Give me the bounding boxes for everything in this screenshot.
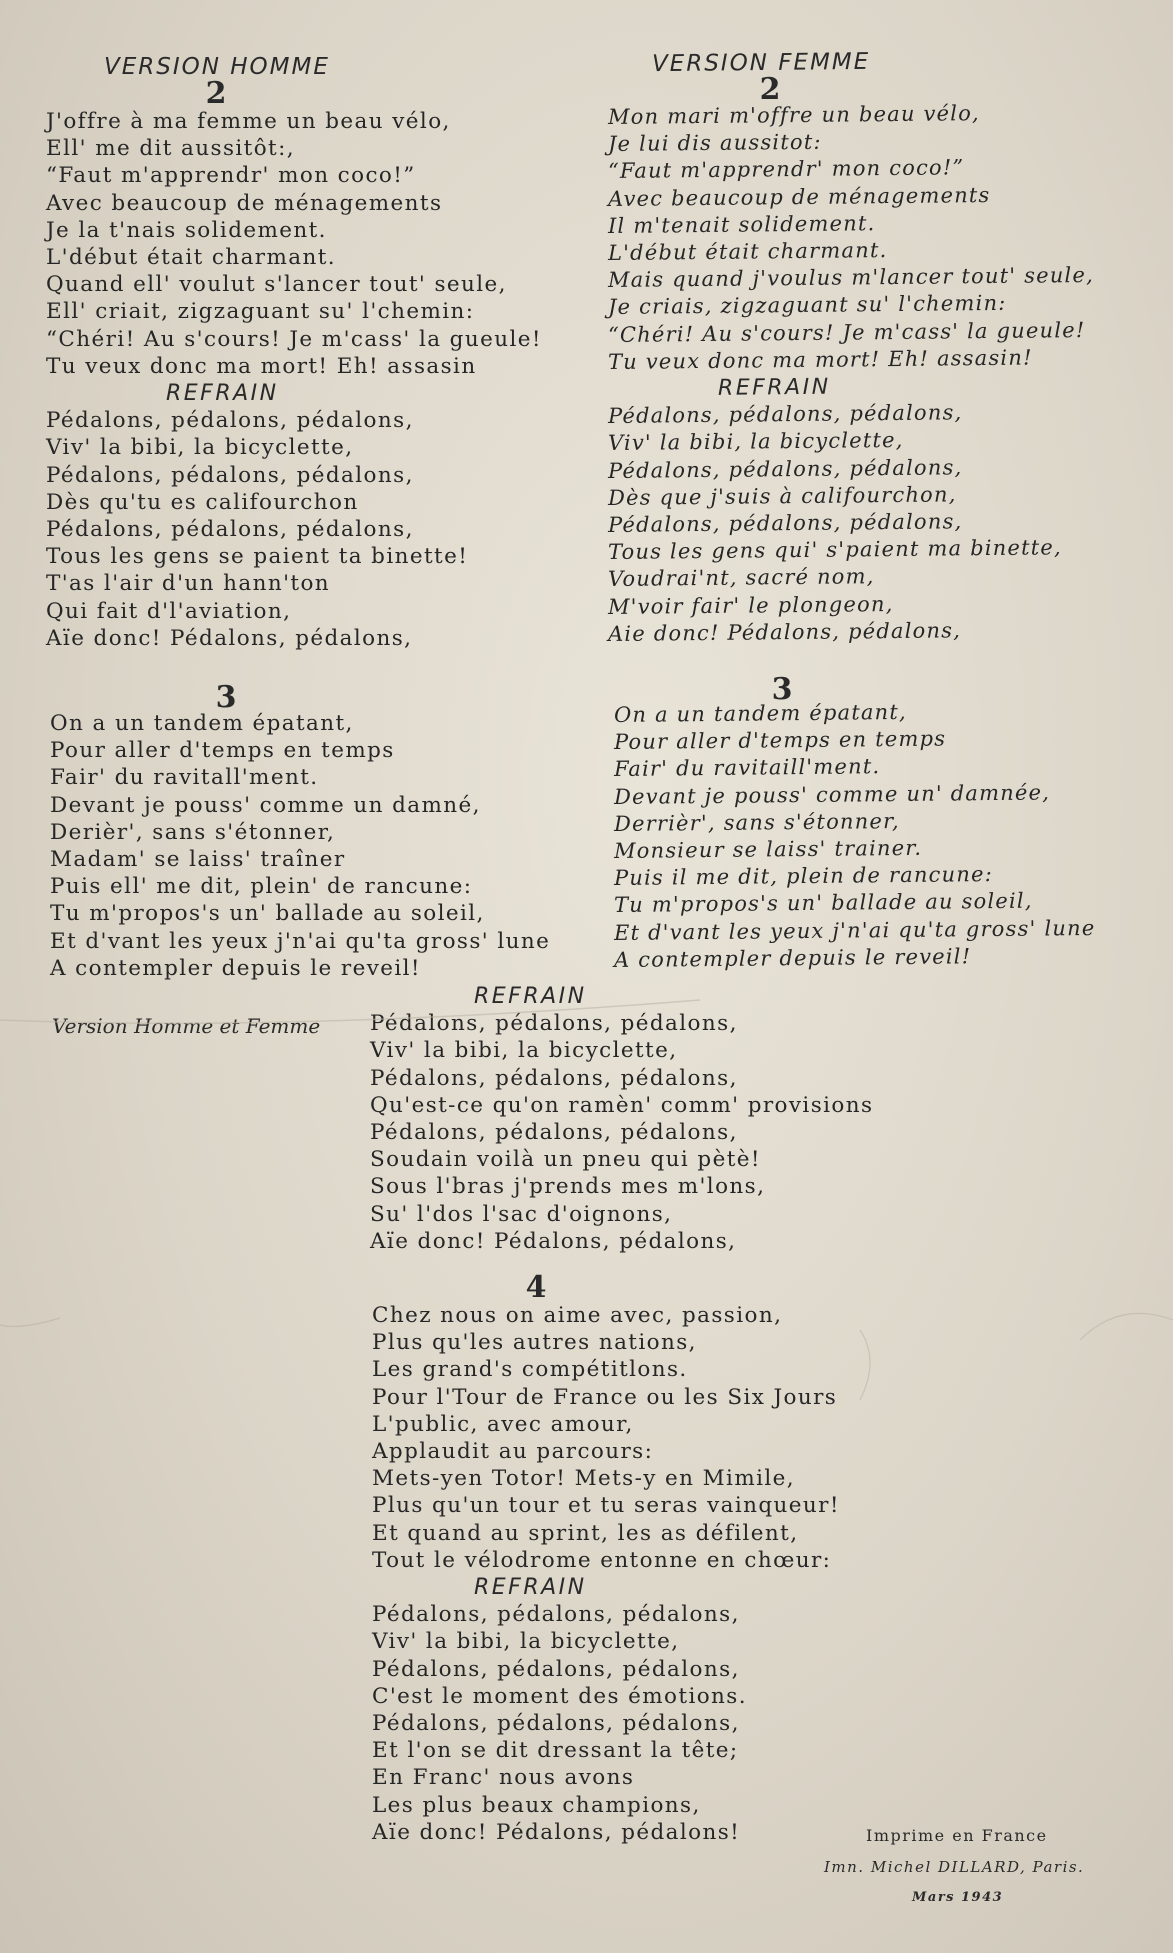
lyric-line: Pédalons, pédalons, pédalons, (607, 400, 963, 429)
lyric-line: Quand ell' voulut s'lancer tout' seule, (46, 272, 507, 298)
lyric-line: Tu veux donc ma mort! Eh! assasin! (607, 345, 1033, 374)
lyric-line: Pédalons, pédalons, pédalons, (370, 1120, 738, 1146)
lyric-line: Avec beaucoup de ménagements (607, 182, 991, 211)
lyric-line: T'as l'air d'un hann'ton (46, 571, 331, 597)
lyric-line: Monsieur se laiss' trainer. (613, 835, 923, 864)
refrain-heading: REFRAIN (166, 381, 279, 407)
lyric-line: “Chéri! Au s'cours! Je m'cass' la gueule! (46, 326, 542, 352)
lyric-line: Puis il me dit, plein de rancune: (613, 862, 994, 891)
lyric-line: J'offre à ma femme un beau vélo, (46, 109, 451, 134)
lyric-line: A contempler depuis le reveil! (613, 944, 972, 972)
lyric-line: Voudrai'nt, sacré nom, (607, 564, 875, 592)
lyric-line: Madam' se laiss' traîner (50, 847, 346, 873)
verse-number-2-femme: 2 (759, 72, 781, 107)
lyric-line: Tu m'propos's un' ballade au soleil, (613, 889, 1033, 918)
lyric-line: Pédalons, pédalons, pédalons, (372, 1711, 740, 1737)
lyric-line: Mais quand j'voulus m'lancer tout' seule, (607, 263, 1095, 293)
lyric-line: Devant je pouss' comme un damné, (50, 792, 481, 818)
refrain-3-commun (370, 983, 873, 1255)
lyric-line: Viv' la bibi, la bicyclette, (372, 1629, 680, 1655)
lyric-line: Dès qu'tu es califourchon (46, 489, 359, 515)
lyric-line: Viv' la bibi, la bicyclette, (370, 1038, 678, 1064)
verse-2-femme (607, 101, 1095, 648)
lyric-line: Pédalons, pédalons, pédalons, (607, 509, 963, 538)
refrain-heading: REFRAIN (474, 984, 587, 1009)
verse-number-3-homme: 3 (215, 680, 237, 715)
label-version-homme-et-femme: Version Homme et Femme (52, 1014, 321, 1038)
lyric-line: Il m'tenait solidement. (607, 211, 876, 238)
lyric-line: Fair' du ravitaill'ment. (613, 754, 881, 782)
lyric-line: Applaudit au parcours: (372, 1439, 654, 1465)
lyric-line: Fair' du ravitall'ment. (50, 765, 319, 791)
lyric-line: Plus qu'les autres nations, (372, 1330, 697, 1356)
lyric-line: Derrièr', sans s'étonner, (613, 808, 900, 836)
lyric-line: Pour aller d'temps en temps (613, 726, 947, 755)
lyric-line: Devant je pouss' comme un' damnée, (613, 780, 1051, 809)
lyric-line: A contempler depuis le reveil! (50, 955, 421, 981)
refrain-heading: REFRAIN (474, 1575, 587, 1601)
lyric-line: L'début était charmant. (46, 245, 337, 271)
lyric-line: On a un tandem épatant, (613, 699, 907, 727)
lyric-line: Chez nous on aime avec, passion, (372, 1303, 783, 1328)
header-version-homme: VERSION HOMME (104, 54, 330, 80)
lyric-line: Viv' la bibi, la bicyclette, (607, 428, 904, 456)
lyric-line: Tous les gens qui' s'paient ma binette, (607, 535, 1062, 565)
lyric-line: Pédalons, pédalons, pédalons, (370, 1011, 738, 1037)
lyric-line: Plus qu'un tour et tu seras vainqueur! (372, 1493, 840, 1519)
lyric-line: Pédalons, pédalons, pédalons, (46, 517, 414, 543)
lyric-line: Et quand au sprint, les as défilent, (372, 1520, 799, 1546)
lyric-line: Derièr', sans s'étonner, (50, 819, 336, 845)
lyric-line: Pédalons, pédalons, pédalons, (46, 462, 414, 488)
lyric-line: Pédalons, pédalons, pédalons, (46, 408, 414, 434)
imprint-printed-in-france: Imprime en France (866, 1826, 1048, 1845)
verse-4 (372, 1302, 840, 1846)
lyric-line: “Faut m'apprendr' mon coco!” (607, 155, 965, 184)
verse-3-femme (613, 699, 1096, 974)
lyric-line: M'voir fair' le plongeon, (607, 591, 894, 619)
lyric-line: Et d'vant les yeux j'n'ai qu'ta gross' lune (613, 915, 1096, 945)
lyric-line: Soudain voilà un pneu qui pètè! (370, 1147, 761, 1173)
lyric-line: Pédalons, pédalons, pédalons, (370, 1065, 738, 1091)
lyric-line: En Franc' nous avons (372, 1765, 635, 1791)
lyric-line: Pédalons, pédalons, pédalons, (372, 1602, 740, 1628)
lyric-line: L'public, avec amour, (372, 1411, 634, 1437)
lyric-line: Mon mari m'offre un beau vélo, (607, 101, 980, 129)
lyric-line: “Chéri! Au s'cours! Je m'cass' la gueule! (607, 317, 1086, 347)
lyric-line: Puis ell' me dit, plein' de rancune: (50, 874, 473, 900)
lyric-line: Dès que j'suis à califourchon, (607, 482, 957, 510)
lyric-line: Les grand's compétitlons. (372, 1357, 688, 1383)
lyric-line: Pédalons, pédalons, pédalons, (607, 454, 963, 483)
imprint-printer: Imn. Michel DILLARD, Paris. (824, 1858, 1085, 1876)
lyric-line: Aïe donc! Pédalons, pédalons! (372, 1819, 741, 1845)
lyric-line: On a un tandem épatant, (50, 711, 354, 736)
lyric-line: Je la t'nais solidement. (46, 217, 327, 243)
lyric-line: Su' l'dos l'sac d'oignons, (370, 1201, 673, 1227)
header-version-femme: VERSION FEMME (651, 48, 871, 78)
lyric-line: Qui fait d'l'aviation, (46, 598, 292, 624)
lyric-line: Ell' me dit aussitôt:, (46, 136, 295, 162)
lyric-line: Aïe donc! Pédalons, pédalons, (46, 625, 413, 651)
verse-number-4: 4 (525, 1270, 547, 1305)
lyric-line: Ell' criait, zigzaguant su' l'chemin: (46, 299, 475, 325)
lyric-line: Les plus beaux champions, (372, 1792, 701, 1818)
refrain-heading: REFRAIN (717, 374, 831, 401)
lyric-line: Sous l'bras j'prends mes m'lons, (370, 1174, 766, 1200)
lyric-line: Pour aller d'temps en temps (50, 738, 395, 764)
verse-number-2-homme: 2 (205, 76, 227, 111)
lyric-line: Qu'est-ce qu'on ramèn' comm' provisions (370, 1092, 874, 1118)
lyric-line: L'début était charmant. (607, 238, 888, 266)
lyric-line: Tu veux donc ma mort! Eh! assasin (46, 353, 477, 379)
lyric-line: Pédalons, pédalons, pédalons, (372, 1656, 740, 1682)
verse-3-homme (50, 710, 550, 982)
lyric-line: Et d'vant les yeux j'n'ai qu'ta gross' lune (50, 928, 551, 954)
lyric-line: Pour l'Tour de France ou les Six Jours (372, 1384, 838, 1410)
lyric-line: Tout le vélodrome entonne en chœur: (372, 1547, 832, 1573)
verse-number-3-femme: 3 (771, 672, 793, 707)
lyric-line: Je criais, zigzaguant su' l'chemin: (607, 291, 1007, 320)
lyric-line: Et l'on se dit dressant la tête; (372, 1738, 739, 1764)
imprint-date: Mars 1943 (912, 1890, 1004, 1905)
lyric-line: Tu m'propos's un' ballade au soleil, (50, 901, 485, 927)
lyric-line: Avec beaucoup de ménagements (46, 190, 443, 216)
lyric-line: “Faut m'apprendr' mon coco!” (46, 163, 416, 189)
lyric-line: Je lui dis aussitot: (607, 129, 822, 157)
lyric-line: C'est le moment des émotions. (372, 1683, 747, 1709)
verse-2-homme (46, 108, 542, 652)
lyric-line: Mets-yen Totor! Mets-y en Mimile, (372, 1466, 796, 1492)
lyric-line: Aïe donc! Pédalons, pédalons, (370, 1228, 737, 1254)
lyric-line: Aie donc! Pédalons, pédalons, (607, 618, 962, 646)
lyric-line: Viv' la bibi, la bicyclette, (46, 435, 354, 461)
lyric-line: Tous les gens se paient ta binette! (46, 544, 469, 570)
